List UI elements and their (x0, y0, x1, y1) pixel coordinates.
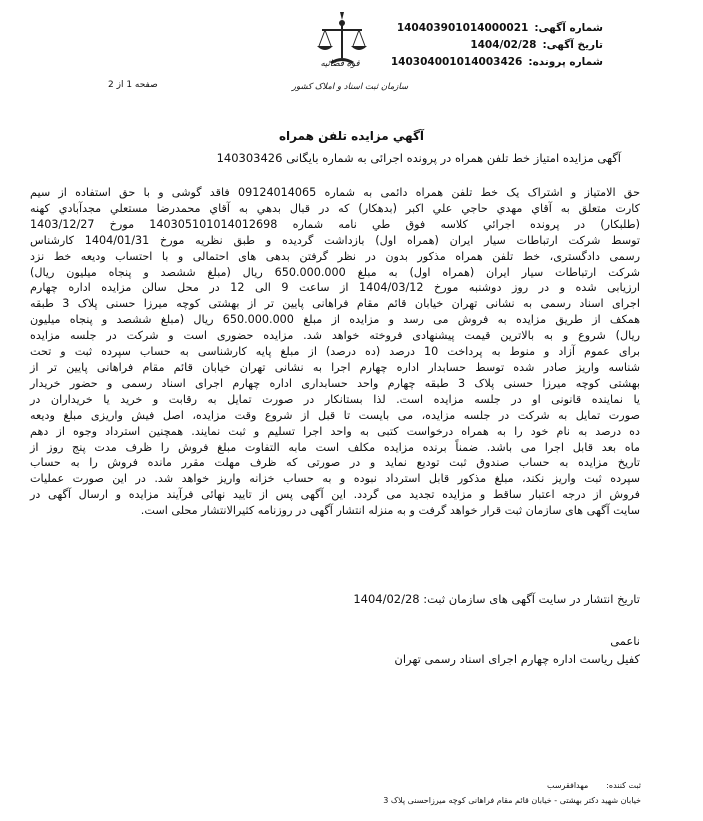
page-number: صفحه 1 از 2 (108, 80, 158, 90)
footer-address: خیابان شهید دکتر بهشتی - خیابان قائم مقام فراهانی کوچه میرزاحسنی پلاک 3 (383, 796, 641, 805)
registrar-label: ثبت کننده: (606, 781, 641, 790)
body-line: بهشتی کوچه میرزا حسنی پلاک 3 طبقه چهارم واحد حسابداری اداره چهارم اجرای اسناد رسمی و حضور خریدار (30, 376, 641, 390)
body-line: یا نماینده قانونی او در جلسه مزایده است. لذا بستانکار در صورت تمایل به رقابت و خرید یا خریداران در (30, 392, 640, 406)
body-line: برای عموم آزاد و منوط به پرداخت 10 درصد (ده درصد) از مبلغ پایه کارشناسی به حساب سپرده ثبت و تحت (30, 345, 640, 359)
body-line: ریال) شروع و به بالاترین قیمت پیشنهادی فروخته خواهد شد. مزایده حضوری است و شرکت در جلسه مزایده (30, 329, 640, 343)
announcement-body (30, 185, 640, 519)
ad-date-label: تاریخ آگهی: (542, 39, 603, 51)
publication-date-label: تاريخ انتشار در سايت آگهی های سازمان ثبت: (423, 592, 640, 606)
body-line: فروش از درجه اعتبار ساقط و مزایده تجدید می گردد. این آگهی پس از تایید نهائی فرآیند مزایده و ارسال آگهی در (30, 488, 640, 502)
registrar-name: مهدافقرسب (546, 781, 589, 790)
case-number-value: 140304001014003426 (390, 56, 523, 68)
case-number-label: شماره پرونده: (528, 56, 603, 68)
body-line: اجرای اسناد رسمی به نشانی تهران خیابان قائم مقام فراهانی پایین تر از بهشتی کوچه میرزا حسنی پلاک 3 طبقه (30, 297, 640, 311)
signer-title: کفیل ریاست اداره چهارم اجرای اسناد رسمی تهران (394, 652, 640, 666)
page-title: آگهي مزايده تلفن همراه (278, 129, 425, 143)
body-line: رسمی دادگستری، خط تلفن همراه مذکور بدون در نظر گرفتن بدهی های احتمالی و با احتساب ودیعه خط نزد (30, 249, 640, 263)
body-line: ماه بعد قابل اجرا می باشد. ضمناً برنده مزایده مکلف است مابه التفاوت مبلغ فروش را ظرف مدت پنج روز از (30, 440, 640, 454)
publication-date-value: 1404/02/28 (353, 592, 420, 606)
body-line: شناسه واریز صادر شده توسط حسابدار اداره چهارم اجرا به نشانی تهران خیابان قائم مقام فراهانی پایین تر از (30, 360, 640, 374)
ad-number-label: شماره آگهی: (534, 22, 603, 34)
body-line: شرکت ارتباطات سیار ایران (همراه اول) به مبلغ 650.000.000 ریال (مبلغ ششصد و پنجاه میلیون ریال) (30, 265, 641, 279)
publication-date-line (353, 592, 640, 606)
registration-org-name: سازمان ثبت اسناد و املاک کشور (291, 82, 409, 92)
body-line: ده درصد به نام خود را به همراه درخواست کتبی به واحد اجرا تسلیم و ثبت نمایند. همچنین استرداد وجوه از دهم (30, 424, 640, 438)
body-line: سپرده ثبت واریز نکند، مبلغ مذکور قابل استرداد نبوده و به حساب خزانه واریز خواهد شد. در این صورت عملیات (30, 472, 640, 486)
body-line: صورت تمایل به شرکت در جلسه مزایده، می بایست تا قبل از شروع وقت مزایده، اصل فیش واریزی مبلغ ودیعه (30, 408, 640, 422)
ad-date-value: 1404/02/28 (470, 39, 537, 51)
body-line: حق الامتیاز و اشتراک یک خط تلفن همراه دائمی به شماره 09124014065 فاقد گوشی و با حق استفاده از سیم (30, 186, 640, 199)
body-line: کارت متعلق به آقاي مهدي حاجي علي اكبر (بدهكار) كه در قبال بدهي به آقاي محمدرضا مستعلي مجدآبادي كهنه (30, 201, 640, 215)
body-line: تاریخ مزایده به حساب صندوق ثبت تودیع نماید و در صورتی که ظرف مهلت مقرر مانده فروش را به حساب (30, 456, 640, 470)
signer-name: ناعمی (610, 634, 640, 648)
page-subtitle: آگهی مزایده امتیاز خط تلفن همراه در پرونده اجرائی به شماره بایگانی 140303426 (216, 151, 621, 165)
judiciary-name: قوه قضائیه (320, 59, 360, 69)
body-line: (طلبكار) در پرونده اجرائي كلاسه فوق طي نامه شماره 140305101014012698 مورخ 1403/12/27 (30, 217, 640, 231)
ad-number-value: 140403901014000021 (396, 22, 529, 34)
body-line: ارزیابی شده و در روز دوشنبه مورخ 1404/03/12 از ساعت 9 الی 12 در محل سالن مزایده اداره چهارم (30, 281, 640, 295)
body-line: توسط شرکت ارتباطات سیار ایران (همراه اول) بازداشت گردیده و طبق نظریه مورخ 1404/01/31 کارشناس (30, 233, 640, 247)
footer-registrar (547, 781, 641, 790)
body-line: سایت آگهی های سازمان ثبت قرار خواهد گرفت و به منزله انتشار آگهی در روزنامه کثیرالانتشار محلی است. (140, 504, 640, 518)
body-line: همکف از طریق مزایده به فروش می رسد و مزایده از مبلغ 650.000.000 ریال (مبلغ ششصد و پنجاه میلیون (30, 313, 641, 327)
